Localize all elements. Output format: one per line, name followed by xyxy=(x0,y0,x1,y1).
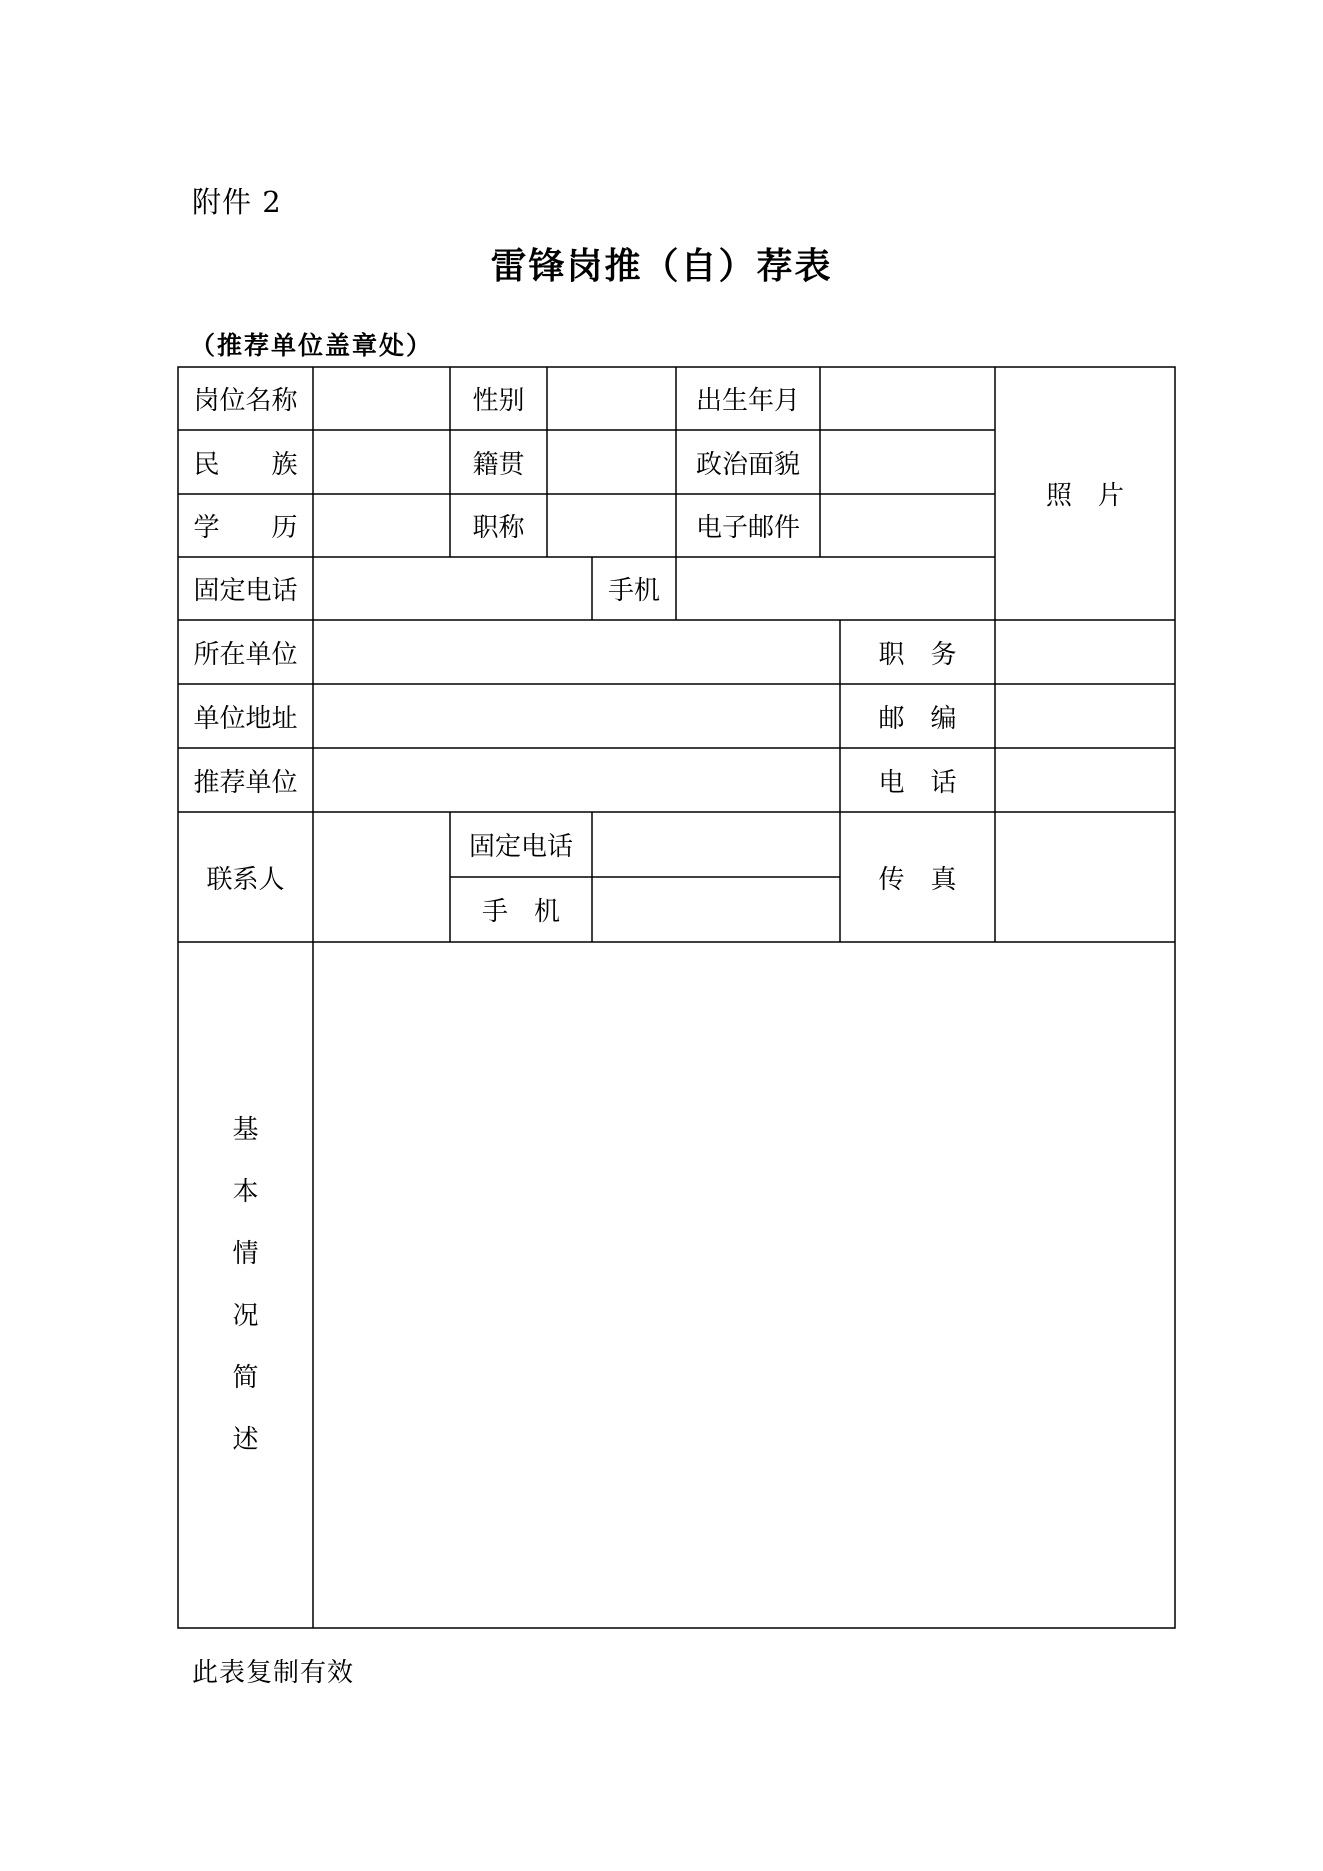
summary-char: 述 xyxy=(232,1425,259,1455)
field-contact-landline[interactable] xyxy=(592,812,840,877)
field-political[interactable] xyxy=(820,430,995,494)
label-summary xyxy=(178,942,313,1628)
field-unit-address[interactable] xyxy=(313,684,840,748)
label-education: 学 历 xyxy=(193,513,298,543)
stamp-note: （推荐单位盖章处） xyxy=(190,331,434,360)
field-post-name[interactable] xyxy=(313,367,450,430)
field-recommender-unit[interactable] xyxy=(313,748,840,812)
label-unit-address: 单位地址 xyxy=(193,703,298,734)
summary-char: 基 xyxy=(232,1115,259,1145)
label-landline: 固定电话 xyxy=(193,576,298,606)
label-post-name: 岗位名称 xyxy=(193,386,298,416)
label-native-place: 籍贯 xyxy=(472,449,525,480)
label-position: 职 务 xyxy=(878,639,957,670)
label-email: 电子邮件 xyxy=(695,513,800,543)
field-contact[interactable] xyxy=(313,812,450,942)
field-email[interactable] xyxy=(820,494,995,557)
summary-char: 简 xyxy=(232,1363,259,1393)
summary-char: 本 xyxy=(232,1177,259,1207)
field-mobile[interactable] xyxy=(676,557,995,620)
field-ethnicity[interactable] xyxy=(313,430,450,494)
summary-char: 况 xyxy=(232,1301,259,1331)
field-gender[interactable] xyxy=(547,367,676,430)
label-gender: 性别 xyxy=(472,386,525,416)
field-phone[interactable] xyxy=(995,748,1175,812)
field-fax[interactable] xyxy=(995,812,1175,942)
field-contact-mobile[interactable] xyxy=(592,877,840,942)
label-contact: 联系人 xyxy=(206,864,285,895)
label-ethnicity: 民 族 xyxy=(193,449,298,480)
label-political: 政治面貌 xyxy=(695,449,800,480)
footer-note: 此表复制有效 xyxy=(192,1658,355,1688)
field-position[interactable] xyxy=(995,620,1175,684)
label-birth: 出生年月 xyxy=(695,386,800,416)
label-mobile: 手机 xyxy=(607,576,660,606)
field-prof-title[interactable] xyxy=(547,494,676,557)
photo-box[interactable]: 照 片 xyxy=(1045,481,1124,511)
label-prof-title: 职称 xyxy=(472,513,525,543)
label-fax: 传 真 xyxy=(878,864,957,895)
field-postcode[interactable] xyxy=(995,684,1175,748)
summary-char: 情 xyxy=(232,1239,259,1269)
label-postcode: 邮 编 xyxy=(878,703,957,734)
form-title: 雷锋岗推（自）荐表 xyxy=(490,245,833,287)
field-landline[interactable] xyxy=(313,557,592,620)
annex-label: 附件 2 xyxy=(192,185,282,219)
label-work-unit: 所在单位 xyxy=(193,639,298,670)
label-contact-landline: 固定电话 xyxy=(468,832,573,862)
field-education[interactable] xyxy=(313,494,450,557)
field-summary[interactable] xyxy=(313,942,1175,1628)
field-work-unit[interactable] xyxy=(313,620,840,684)
field-birth[interactable] xyxy=(820,367,995,430)
label-contact-mobile: 手 机 xyxy=(481,897,560,927)
field-native-place[interactable] xyxy=(547,430,676,494)
label-recommender-unit: 推荐单位 xyxy=(193,767,298,798)
label-phone: 电 话 xyxy=(878,767,957,798)
